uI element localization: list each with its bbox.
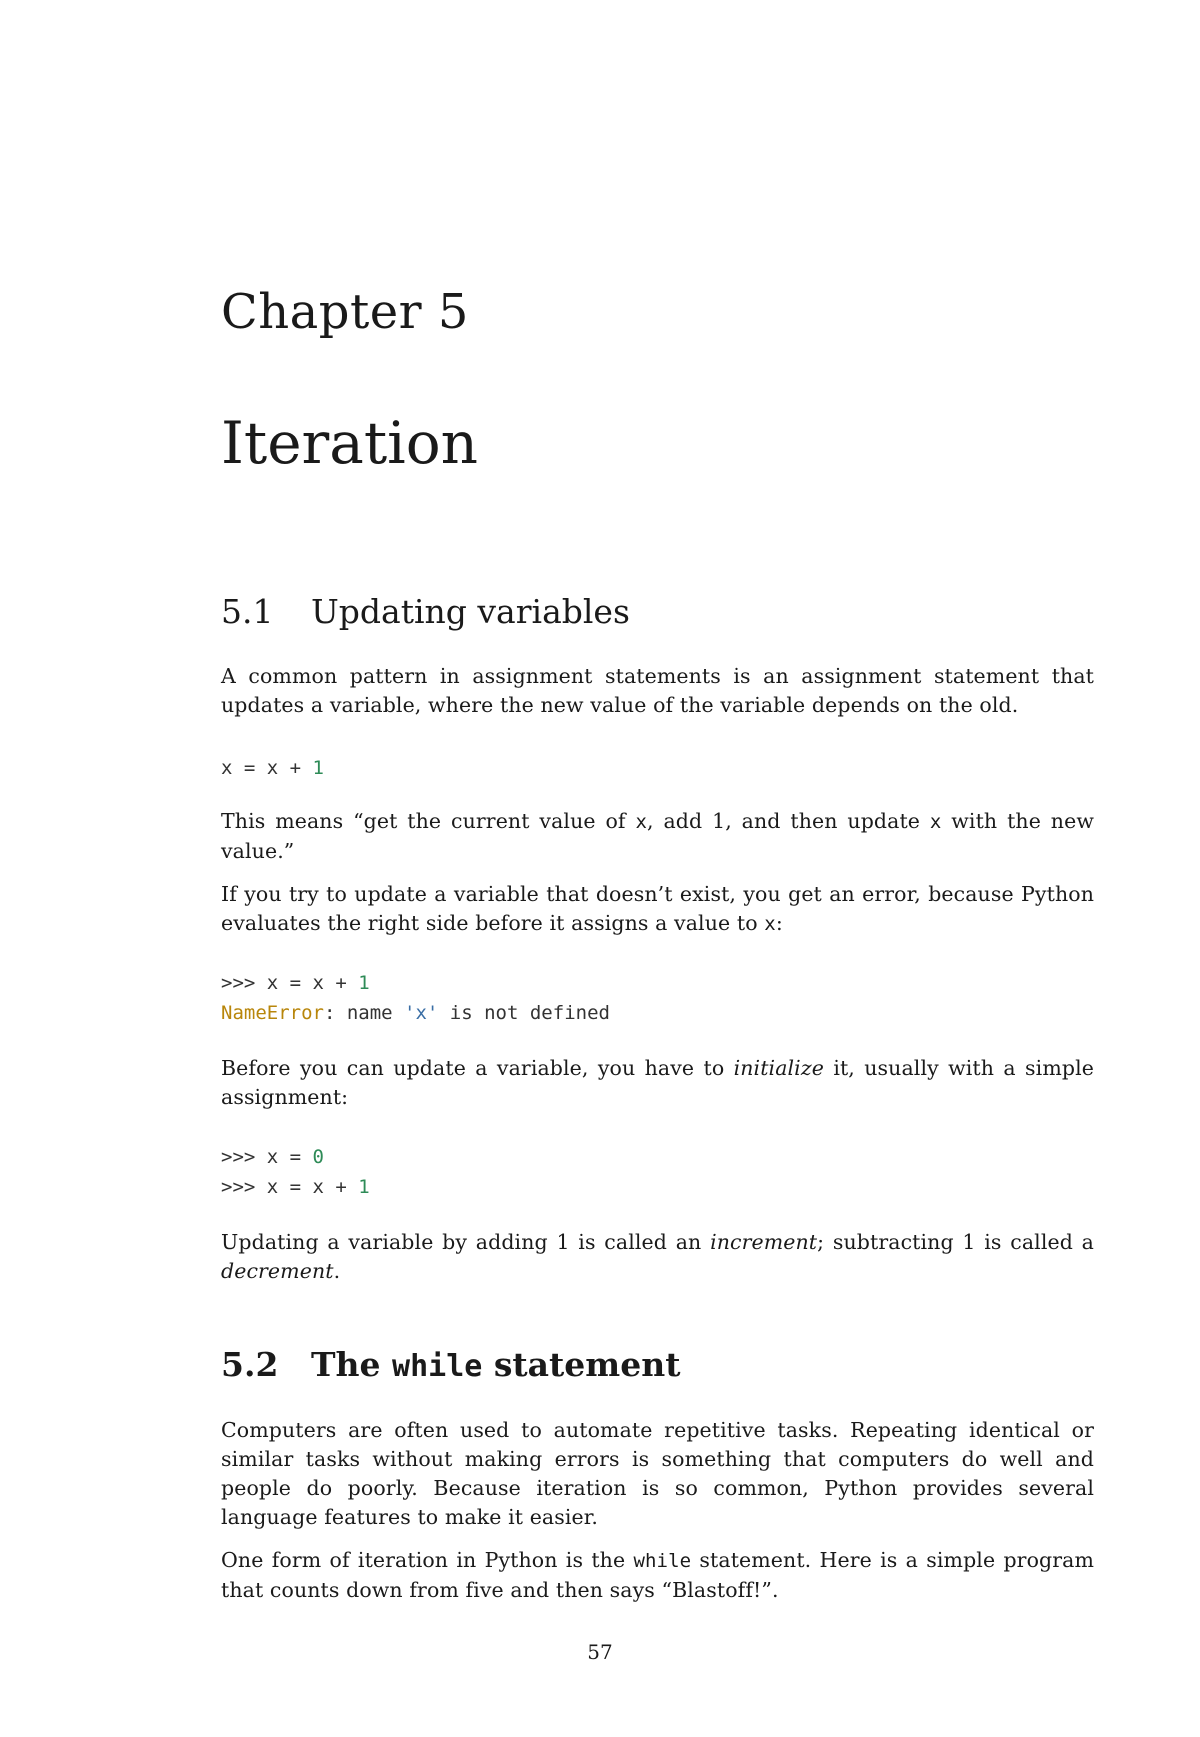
text: Updating a variable by adding 1 is called an: [221, 1230, 711, 1254]
code-text: : name: [323, 1002, 405, 1024]
paragraph: Computers are often used to automate repetitive tasks. Repeating identical or similar tasks without making errors is something that computers do well and people do poorly. Because iteration is so common, Python provides several language features to make it easier.: [221, 1418, 1094, 1529]
inline-code: x: [635, 811, 647, 833]
text: Before you can update a variable, you have to: [221, 1056, 734, 1080]
code-number: 1: [358, 1176, 370, 1198]
emphasis: decrement: [221, 1259, 334, 1283]
section-number: 5.1: [221, 592, 274, 631]
section-title: statement: [482, 1345, 681, 1384]
section-title: Updating variables: [311, 592, 630, 631]
text: If you try to update a variable that doesn’t exist, you get an error, because Python evaluates the right side before it assigns a value to: [221, 882, 1094, 935]
section-heading-5-1: [221, 592, 630, 632]
text: it, usually with a simple assignment:: [221, 1056, 1094, 1109]
page-number: 57: [587, 1640, 613, 1664]
section-title: The: [311, 1345, 393, 1384]
text: One form of iteration in Python is the: [221, 1548, 634, 1572]
paragraph: [221, 1546, 1094, 1605]
code-number: 1: [358, 972, 370, 994]
section-title-code: while: [392, 1349, 483, 1384]
paragraph: [221, 1054, 1094, 1112]
inline-code: x: [929, 811, 942, 833]
paragraph: [221, 1228, 1094, 1286]
code-string: 'x': [404, 1002, 439, 1024]
code-number: 0: [312, 1146, 324, 1168]
paragraph: [221, 807, 1094, 866]
code-text: x = x +: [221, 757, 313, 779]
code-number: 1: [312, 757, 324, 779]
code-block: [221, 968, 1094, 1028]
chapter-label: Chapter 5: [221, 284, 469, 340]
code-text: is not defined: [438, 1002, 610, 1024]
text: .: [333, 1259, 341, 1283]
chapter-title: Iteration: [221, 409, 478, 477]
code-text: >>> x = x +: [221, 1176, 359, 1198]
code-block: [221, 753, 1094, 783]
code-error-name: NameError: [221, 1002, 324, 1024]
section-number: 5.2: [221, 1345, 279, 1384]
code-text: >>> x = x +: [221, 972, 359, 994]
text: statement. Here is a simple program that counts down from five and then says “Blastoff!”.: [221, 1548, 1094, 1602]
paragraph: [221, 880, 1094, 939]
text: with the new value.”: [221, 809, 1094, 863]
emphasis: initialize: [733, 1056, 824, 1080]
text: :: [775, 911, 783, 935]
section-heading-5-2: [221, 1345, 680, 1387]
code-block: [221, 1142, 1094, 1202]
code-text: >>> x =: [221, 1146, 313, 1168]
emphasis: increment: [710, 1230, 818, 1254]
paragraph: A common pattern in assignment statements is an assignment statement that updates a variable, where the new value of the variable depends on the old.: [221, 664, 1094, 717]
text: , add 1, and then update: [646, 809, 930, 833]
inline-code: x: [764, 913, 776, 935]
text: This means “get the current value of: [221, 809, 636, 833]
inline-code: while: [633, 1550, 692, 1572]
text: ; subtracting 1 is called a: [817, 1230, 1094, 1254]
